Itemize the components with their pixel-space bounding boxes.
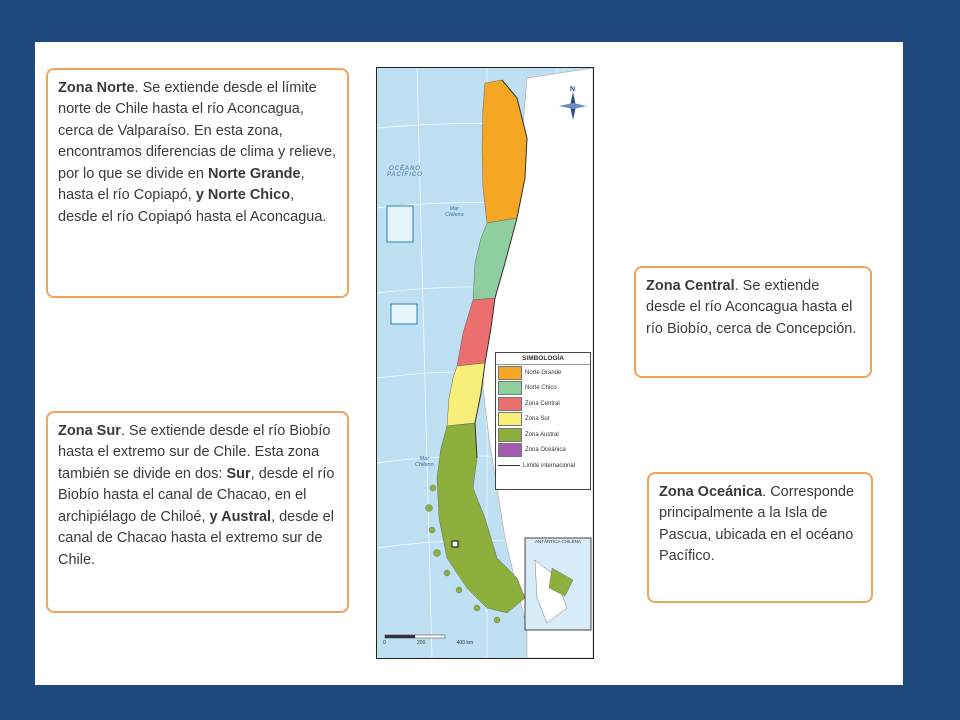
austral-term: y Austral	[209, 508, 272, 525]
norte-grande-term: Norte Grande	[207, 165, 301, 182]
zona-norte-text-3: , desde el río Copiapó hasta el Aconcagua.	[58, 187, 327, 225]
sea-label-1: Mar Chileno	[445, 206, 464, 218]
inset-islands-2	[391, 304, 417, 324]
zona-sur-text-3: , desde el canal de Chacao hasta el extremo sur de Chile.	[58, 508, 334, 568]
legend-item-norte-grande: Norte Grande	[496, 365, 590, 381]
legend-swatch	[498, 366, 522, 380]
zona-sur-text: . Se extiende desde el río Biobío hasta el extremo sur de Chile. Esta zona también se divide en dos:	[58, 423, 331, 482]
antarctic-label: ANTÁRTICA CHILENA	[535, 539, 581, 544]
ocean-label: OCÉANO PACÍFICO	[387, 166, 423, 178]
zona-norte-text-2: , hasta el río Copiapó,	[58, 165, 305, 204]
zona-sur-box	[46, 411, 349, 613]
legend-item-limite: Límite internacional	[496, 458, 590, 474]
legend-swatch	[498, 428, 522, 442]
legend-swatch	[498, 443, 522, 457]
zona-central-title: Zona Central	[646, 278, 735, 294]
zona-central-box	[634, 266, 872, 378]
chacao-marker	[452, 541, 458, 547]
legend-item-zona-austral: Zona Austral	[496, 427, 590, 443]
north-label: N	[570, 86, 576, 93]
scale-bar	[385, 635, 445, 638]
zona-norte-box	[46, 68, 349, 298]
legend-swatch	[498, 412, 522, 426]
zona-sur-title: Zona Sur	[58, 423, 121, 439]
zona-central-text: . Se extiende desde el río Aconcagua hasta el río Biobío, cerca de Concepción.	[646, 278, 857, 337]
zona-oceanica-title: Zona Oceánica	[659, 484, 763, 500]
legend-line	[498, 465, 520, 466]
sea-label-2: Mar Chileno	[415, 456, 434, 468]
legend-swatch	[498, 397, 522, 411]
zone-sur	[447, 363, 485, 426]
legend-item-zona-central: Zona Central	[496, 396, 590, 412]
legend	[495, 352, 591, 490]
zona-norte-title: Zona Norte	[58, 80, 135, 96]
zona-oceanica-text: . Corresponde principalmente a la Isla de Pascua, ubicada en el océano Pacífico.	[659, 484, 855, 565]
legend-title: SIMBOLOGÍA	[496, 353, 590, 365]
legend-item-norte-chico: Norte Chico	[496, 381, 590, 397]
inset-islands-1	[387, 206, 413, 242]
norte-chico-term: y Norte Chico	[195, 187, 291, 204]
zona-sur-text-2: , desde el río Biobío hasta el canal de Chacao, en el archipiélago de Chiloé,	[58, 465, 335, 525]
zona-oceanica-box	[647, 472, 873, 603]
legend-item-zona-oceanica: Zona Oceánica	[496, 443, 590, 459]
legend-swatch	[498, 381, 522, 395]
zona-norte-text: . Se extiende desde el límite norte de Chile hasta el río Aconcagua, cerca de Valparaíso. En esta zona, encontramos diferencias de clima y relieve, por lo que se divide en	[58, 80, 337, 182]
scale-labels: 0 200 400 km	[383, 640, 473, 646]
sur-term: Sur	[226, 465, 251, 482]
legend-item-zona-sur: Zona Sur	[496, 412, 590, 428]
